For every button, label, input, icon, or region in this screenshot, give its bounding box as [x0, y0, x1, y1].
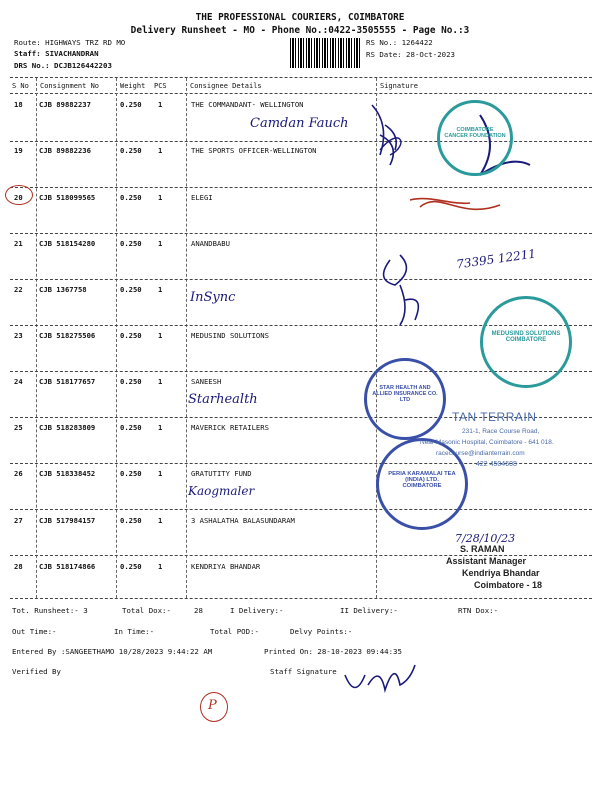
row-consignee: KENDRIYA BHANDAR [191, 562, 261, 571]
row-consignee: THE COMMANDANT- WELLINGTON [191, 100, 304, 109]
kendriya-stamp-org: Kendriya Bhandar [462, 568, 540, 578]
row-weight: 0.250 [120, 193, 142, 202]
terrain-stamp-web: racecourse@indianterrain.com [436, 450, 525, 457]
row-sno: 27 [14, 516, 23, 525]
col-divider [186, 78, 187, 598]
red-circle-mark [5, 185, 33, 205]
out-time: Out Time:- [12, 627, 57, 636]
row-consignment: CJB 89882237 [39, 100, 91, 109]
total-pod: Total POD:- [210, 627, 259, 636]
row-pcs: 1 [158, 562, 163, 571]
row-sno: 25 [14, 423, 23, 432]
kendriya-stamp-city: Coimbatore - 18 [474, 580, 543, 590]
row-consignment: CJB 89882236 [39, 146, 91, 155]
handwritten-note: Starhealth [188, 392, 258, 407]
row-consignee: MEDUSIND SOLUTIONS [191, 331, 269, 340]
terrain-stamp-address: Near Masonic Hospital, Coimbatore - 641 018. [420, 439, 554, 446]
row-weight: 0.250 [120, 239, 142, 248]
total-dox-label: Total Dox:- [122, 606, 171, 615]
row-pcs: 1 [158, 469, 163, 478]
row-pcs: 1 [158, 193, 163, 202]
table-top-rule [10, 77, 592, 78]
handwritten-note: 73395 12211 [455, 246, 537, 272]
row-consignment: CJB 518154280 [39, 239, 96, 248]
total-dox-value: 28 [194, 606, 203, 615]
row-sno: 24 [14, 377, 23, 386]
peria-tea-stamp: PERIA KARAMALAI TEA (INDIA) LTD. COIMBATORE [376, 438, 468, 530]
row-consignee: ELEGI [191, 193, 213, 202]
row-pcs: 1 [158, 331, 163, 340]
row-consignment: CJB 518283809 [39, 423, 96, 432]
row-sno: 28 [14, 562, 23, 571]
printed-on: Printed On: 28-10-2023 09:44:35 [264, 647, 402, 656]
row-sno: 26 [14, 469, 23, 478]
row-consignment: CJB 518177657 [39, 377, 96, 386]
row-weight: 0.250 [120, 377, 142, 386]
col-consignment: Consignment No [40, 82, 100, 90]
col-pcs: PCS [154, 82, 167, 90]
row-consignment: CJB 1367758 [39, 285, 87, 294]
row-rule [10, 279, 592, 280]
barcode [290, 38, 360, 68]
rs-number: RS No.: 1264422 [366, 38, 433, 47]
row-consignee: MAVERICK RETAILERS [191, 423, 269, 432]
row-consignment: CJB 518275506 [39, 331, 96, 340]
col-sno: S No [12, 82, 29, 90]
row-weight: 0.250 [120, 469, 142, 478]
row-pcs: 1 [158, 285, 163, 294]
row-consignment: CJB 518338452 [39, 469, 96, 478]
i-delivery: I Delivery:- [230, 606, 284, 615]
terrain-stamp-name: TAN TERRAIN [452, 410, 537, 424]
row-consignee: SANEESH [191, 377, 222, 386]
rtn-dox: RTN Dox:- [458, 606, 499, 615]
col-weight: Weight [120, 82, 146, 90]
star-health-stamp: STAR HEALTH AND ALLIED INSURANCE CO. LTD [364, 358, 446, 440]
row-consignment: CJB 518174866 [39, 562, 96, 571]
row-pcs: 1 [158, 100, 163, 109]
row-weight: 0.250 [120, 423, 142, 432]
row-consignment: CJB 517984157 [39, 516, 96, 525]
row-sno: 19 [14, 146, 23, 155]
row-consignee: 3 ASHALATHA BALASUNDARAM [191, 516, 295, 525]
rs-date: RS Date: 28-Oct-2023 [366, 50, 455, 59]
col-signature: Signature [380, 82, 418, 90]
terrain-stamp-address: 231-1, Race Course Road, [462, 428, 540, 435]
drs-number: DRS No.: DCJB126442203 [14, 61, 112, 70]
red-circle-mark: P [200, 692, 228, 722]
row-rule [10, 509, 592, 510]
row-weight: 0.250 [120, 331, 142, 340]
delvy-points: Delvy Points:- [290, 627, 353, 636]
terrain-stamp-phone: 422 4504608 [476, 461, 517, 468]
row-sno: 21 [14, 239, 23, 248]
staff-label: Staff: SIVACHANDRAN [14, 49, 99, 58]
col-divider [116, 78, 117, 598]
route-label: Route: HIGHWAYS TRZ RD MO [14, 38, 126, 47]
row-consignee: GRATUTITY FUND [191, 469, 252, 478]
row-consignment: CJB 518099565 [39, 193, 96, 202]
tot-runsheet: Tot. Runsheet:- 3 [12, 606, 88, 615]
company-title: THE PROFESSIONAL COURIERS, COIMBATORE [195, 12, 405, 23]
kendriya-stamp-name: S. RAMAN [460, 544, 505, 554]
ii-delivery: II Delivery:- [340, 606, 398, 615]
row-weight: 0.250 [120, 562, 142, 571]
table-header-rule [10, 93, 592, 94]
row-rule [10, 598, 592, 599]
row-sno: 18 [14, 100, 23, 109]
row-weight: 0.250 [120, 516, 142, 525]
handwritten-note: InSync [190, 290, 236, 305]
row-pcs: 1 [158, 423, 163, 432]
row-weight: 0.250 [120, 285, 142, 294]
row-pcs: 1 [158, 377, 163, 386]
kendriya-stamp-title: Assistant Manager [446, 556, 527, 566]
in-time: In Time:- [114, 627, 155, 636]
row-pcs: 1 [158, 239, 163, 248]
verified-by: Verified By [12, 667, 61, 676]
signature-scribble [370, 240, 470, 340]
col-divider [36, 78, 37, 598]
cancer-foundation-stamp: COIMBATORE CANCER FOUNDATION [437, 100, 513, 176]
handwritten-note: Kaogmaler [188, 484, 255, 498]
row-consignee: ANANDBABU [191, 239, 230, 248]
row-sno: 20 [14, 193, 23, 202]
handwritten-note: Camdan Fauch [250, 116, 349, 131]
runsheet-title: Delivery Runsheet - MO - Phone No.:0422-3505555 - Page No.:3 [130, 25, 470, 36]
row-sno: 23 [14, 331, 23, 340]
entered-by: Entered By :SANGEETHAMO 10/28/2023 9:44:22 AM [12, 647, 213, 656]
row-pcs: 1 [158, 516, 163, 525]
row-consignee: THE SPORTS OFFICER-WELLINGTON [191, 146, 317, 155]
staff-signature-label: Staff Signature [270, 667, 337, 676]
row-weight: 0.250 [120, 100, 142, 109]
medusind-stamp: MEDUSIND SOLUTIONS COIMBATORE [480, 296, 572, 388]
row-sno: 22 [14, 285, 23, 294]
col-consignee: Consignee Details [190, 82, 262, 90]
row-pcs: 1 [158, 146, 163, 155]
handwritten-note: 7/28/10/23 [455, 532, 516, 545]
row-weight: 0.250 [120, 146, 142, 155]
